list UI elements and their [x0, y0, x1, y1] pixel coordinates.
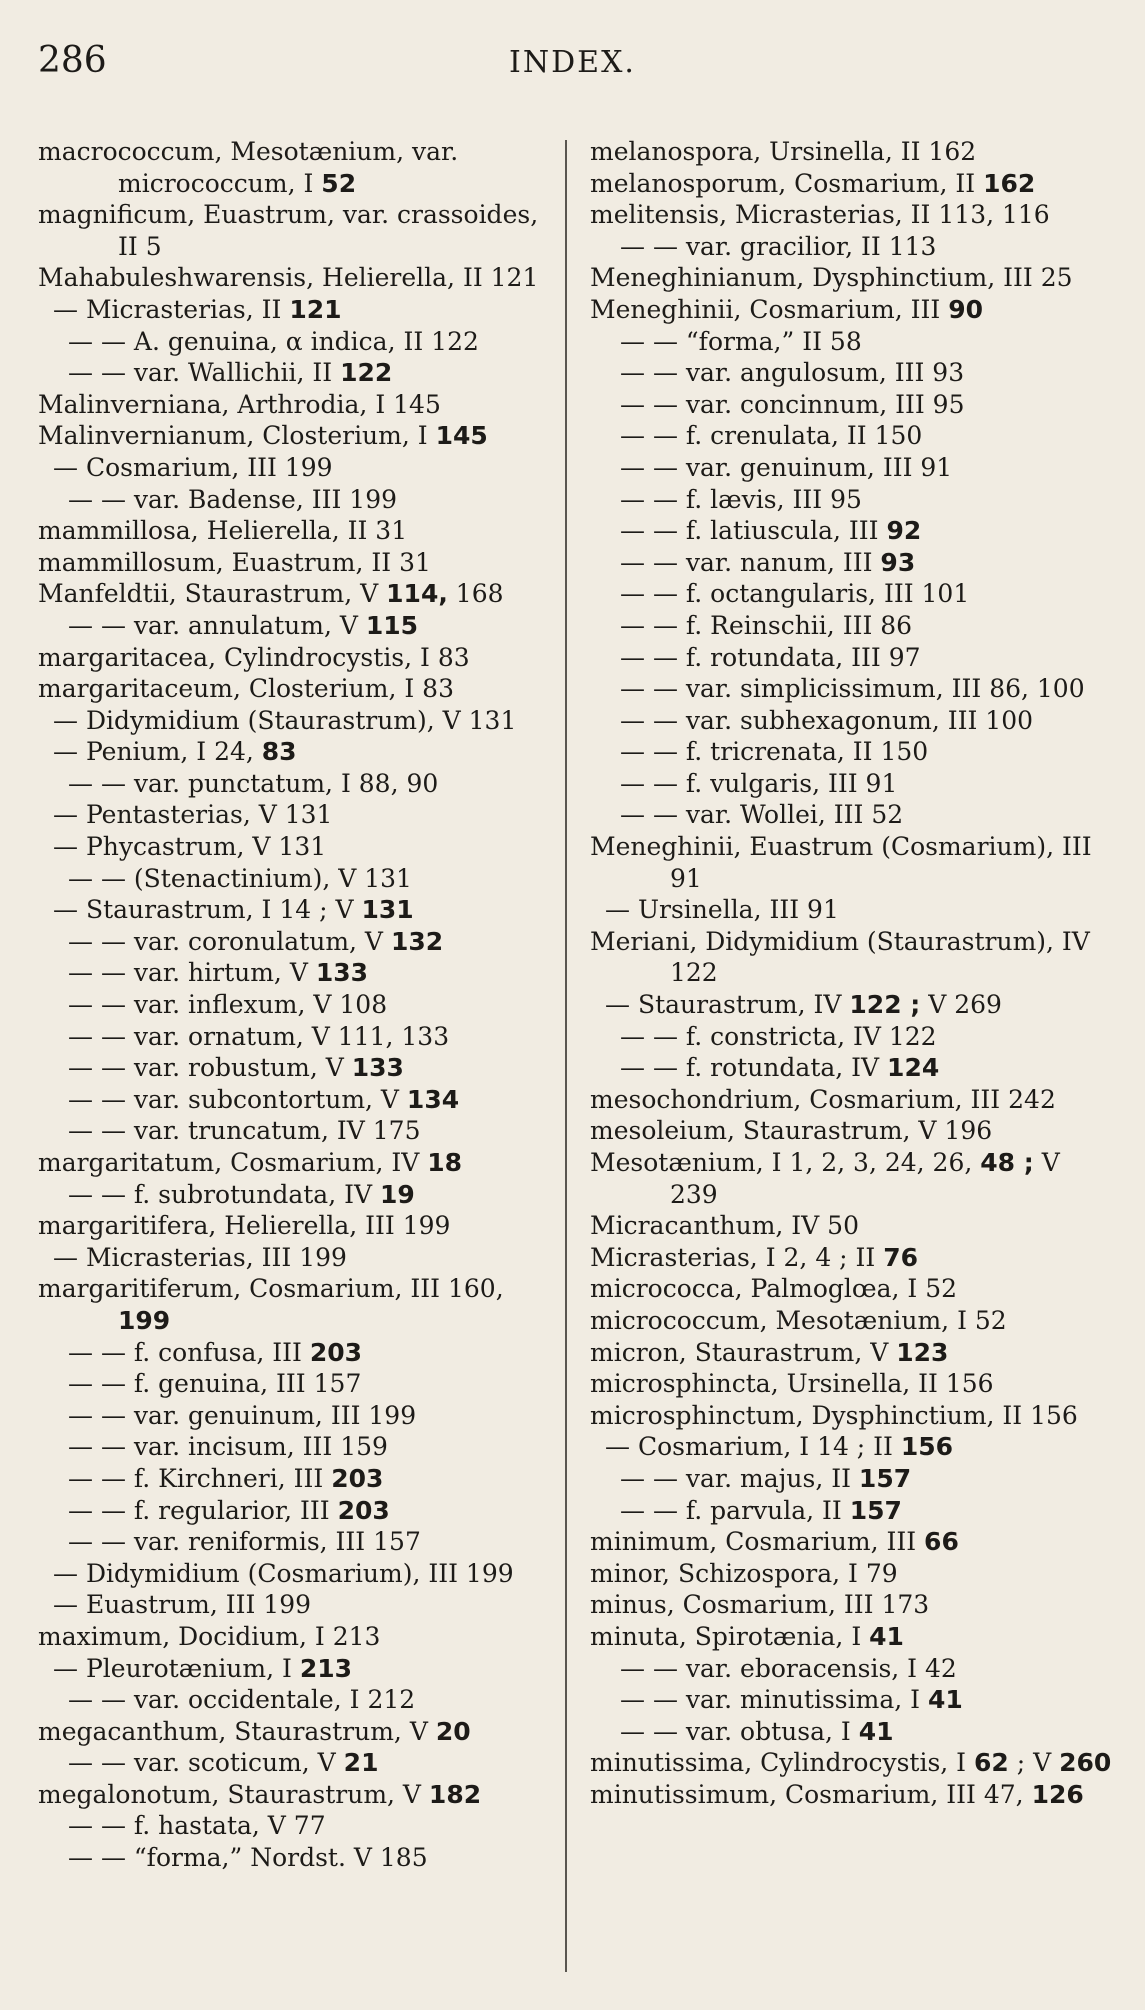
page-ref-bold: 157 [849, 1495, 902, 1525]
entry-text: microsphincta, Ursinella, II 156 [590, 1369, 994, 1399]
entry-text: minor, Schizospora, I 79 [590, 1558, 898, 1588]
index-entry [590, 1242, 1115, 1274]
page-ref-bold: 41 [858, 1716, 894, 1746]
entry-text: — — var. inflexum, V 108 [68, 990, 387, 1019]
index-entry [38, 894, 558, 926]
index-entry [38, 578, 558, 610]
page-ref-bold: 122 [340, 358, 393, 388]
page-ref-bold: 132 [390, 926, 444, 956]
index-entry [38, 1716, 558, 1748]
entry-text: — — var. coronulatum, V [68, 927, 391, 956]
index-entry [38, 1684, 558, 1716]
entry-text: — Didymidium (Cosmarium), III 199 [53, 1559, 514, 1588]
index-entry [590, 357, 1115, 389]
entry-text: mesochondrium, Cosmarium, III 242 [590, 1084, 1056, 1114]
entry-text: — — f. regularior, III [68, 1496, 338, 1525]
entry-text: — — var. scoticum, V [68, 1748, 344, 1777]
entry-text: micrococcum, Mesotænium, I 52 [590, 1305, 1007, 1335]
index-entry [590, 1021, 1115, 1053]
index-entry [38, 1147, 558, 1179]
entry-text: — Staurastrum, I 14 ; V [53, 895, 361, 924]
index-entry [590, 294, 1115, 326]
index-entry [590, 610, 1115, 642]
index-entry [38, 926, 558, 958]
entry-text: — — f. hastata, V 77 [68, 1811, 326, 1840]
entry-text: — — var. Badense, III 199 [68, 485, 397, 514]
index-entry [38, 1021, 558, 1053]
entry-text-after: V 239 [670, 1148, 1060, 1209]
index-entry [38, 1400, 558, 1432]
entry-text: — — f. octangularis, III 101 [620, 579, 969, 608]
entry-text: Meriani, Didymidium (Staurastrum), IV 122 [590, 926, 1090, 988]
entry-text: — Ursinella, III 91 [605, 895, 839, 924]
index-entry [590, 1115, 1115, 1147]
entry-text: Meneghinii, Cosmarium, III [590, 294, 949, 324]
entry-text: maximum, Docidium, I 213 [38, 1621, 381, 1651]
index-entry [590, 420, 1115, 452]
entry-text: — — f. constricta, IV 122 [620, 1022, 937, 1051]
index-entry [38, 199, 558, 262]
index-entry [590, 799, 1115, 831]
index-entry [38, 1589, 558, 1621]
index-entry [590, 1400, 1115, 1432]
entry-text: magnificum, Euastrum, var. crassoides, II 5 [38, 200, 539, 261]
entry-text: — — f. subrotundata, IV [68, 1180, 380, 1209]
entry-text: — Cosmarium, III 199 [53, 453, 333, 482]
entry-text: — — f. confusa, III [68, 1338, 310, 1367]
entry-text: — — var. genuinum, III 91 [620, 453, 952, 482]
index-entry [38, 1621, 558, 1653]
entry-text: — — var. truncatum, IV 175 [68, 1116, 420, 1145]
index-entry [590, 136, 1115, 168]
index-entry [38, 1242, 558, 1274]
entry-text: Micrasterias, I 2, 4 ; II [590, 1242, 884, 1272]
entry-text: — Pleurotænium, I [53, 1654, 300, 1683]
entry-text: megacanthum, Staurastrum, V [38, 1716, 436, 1746]
index-entry [590, 1589, 1115, 1621]
entry-text: — — var. punctatum, I 88, 90 [68, 769, 438, 798]
page-ref-bold: 156 [900, 1432, 954, 1462]
entry-text: — Penium, I 24, [53, 737, 262, 766]
index-entry [38, 831, 558, 863]
entry-text: — — f. latiuscula, III [620, 516, 887, 545]
entry-text: megalonotum, Staurastrum, V [38, 1779, 429, 1809]
index-entry [38, 294, 558, 326]
entry-text: — — var. genuinum, III 199 [68, 1401, 416, 1430]
entry-text: — — var. gracilior, II 113 [620, 232, 936, 261]
index-entry [590, 1305, 1115, 1337]
page-ref-bold: 123 [896, 1337, 949, 1367]
page-ref-bold: 134 [406, 1084, 460, 1114]
entry-text: — — var. majus, II [620, 1464, 859, 1493]
page-ref-bold: 203 [331, 1463, 384, 1493]
entry-text: micrococca, Palmoglœa, I 52 [590, 1274, 958, 1304]
page-ref-bold: 66 [924, 1527, 959, 1557]
entry-text: Malinvernianum, Closterium, I [38, 421, 436, 451]
entry-text: — — var. ornatum, V 111, 133 [68, 1022, 449, 1051]
entry-text: — Micrasterias, III 199 [53, 1243, 347, 1272]
index-entry [38, 736, 558, 768]
running-head: INDEX. [509, 45, 636, 80]
page-ref-bold: 62 [974, 1748, 1009, 1778]
entry-text: — — var. occidentale, I 212 [68, 1685, 415, 1714]
entry-text: — — f. Reinschii, III 86 [620, 611, 912, 640]
index-entry [590, 262, 1115, 294]
index-entry [38, 768, 558, 800]
entry-text: minutissimum, Cosmarium, III 47, [590, 1779, 1032, 1809]
index-entry [590, 642, 1115, 674]
page-ref-bold: 115 [365, 610, 419, 640]
page-ref-bold: 20 [435, 1716, 471, 1746]
index-entry [590, 326, 1115, 358]
entry-text: — — var. reniformis, III 157 [68, 1527, 421, 1556]
index-entry [590, 1337, 1115, 1369]
entry-text: mammillosum, Euastrum, II 31 [38, 547, 431, 577]
entry-text: — — (Stenactinium), V 131 [68, 864, 412, 893]
index-entry [38, 1495, 558, 1527]
entry-text: — — var. subhexagonum, III 100 [620, 706, 1033, 735]
index-entry [590, 705, 1115, 737]
page-ref-bold: 124 [887, 1053, 940, 1083]
index-entry [38, 1747, 558, 1779]
page-ref-bold: 76 [883, 1242, 919, 1272]
page-ref-bold: 203 [337, 1495, 390, 1525]
index-entry [590, 926, 1115, 989]
entry-text: — — A. genuina, α indica, II 122 [68, 327, 479, 356]
index-entry [590, 1621, 1115, 1653]
entry-text: margaritiferum, Cosmarium, III 160, [38, 1274, 504, 1304]
index-entry [38, 705, 558, 737]
entry-text: — — f. crenulata, II 150 [620, 421, 922, 450]
index-entry [38, 326, 558, 358]
entry-text: — Phycastrum, V 131 [53, 832, 326, 861]
index-entry [38, 389, 558, 421]
entry-text: — — var. eboracensis, I 42 [620, 1654, 957, 1683]
index-entry [38, 863, 558, 895]
index-entry [590, 1210, 1115, 1242]
index-entry [38, 1210, 558, 1242]
entry-text: melanosporum, Cosmarium, II [590, 168, 984, 198]
page-ref-bold: 131 [361, 895, 414, 925]
entry-text: minus, Cosmarium, III 173 [590, 1590, 930, 1620]
entry-text: — — var. concinnum, III 95 [620, 390, 964, 419]
page-ref-bold: 83 [261, 737, 297, 767]
index-entry [38, 1337, 558, 1369]
index-entry [590, 736, 1115, 768]
index-entry [590, 1084, 1115, 1116]
index-entry [38, 357, 558, 389]
entry-text: Manfeldtii, Staurastrum, V [38, 579, 387, 609]
index-entry [590, 1368, 1115, 1400]
page-ref-bold: 41 [869, 1621, 904, 1651]
page-ref-bold: 19 [379, 1179, 415, 1209]
entry-text: — — var. annulatum, V [68, 611, 366, 640]
index-entry [590, 199, 1115, 231]
entry-text: — — var. nanum, III [620, 548, 880, 577]
entry-text: microsphinctum, Dysphinctium, II 156 [590, 1400, 1078, 1430]
index-entry [590, 515, 1115, 547]
index-entry [590, 231, 1115, 263]
index-entry [590, 1273, 1115, 1305]
entry-text: — Didymidium (Staurastrum), V 131 [53, 706, 516, 735]
index-entry [38, 957, 558, 989]
column-rule [565, 140, 567, 1972]
index-column-left [38, 136, 558, 1874]
entry-text: — Micrasterias, II [53, 295, 289, 324]
entry-text: — — f. rotundata, IV [620, 1053, 887, 1082]
index-entry [590, 484, 1115, 516]
entry-text: Mahabuleshwarensis, Helierella, II 121 [38, 263, 539, 293]
entry-text: — — f. rotundata, III 97 [620, 643, 921, 672]
index-entry [38, 1526, 558, 1558]
index-entry [38, 420, 558, 452]
entry-text: — — var. hirtum, V [68, 958, 316, 987]
page-ref-bold: 157 [858, 1463, 912, 1493]
index-entry [38, 1653, 558, 1685]
page-ref-bold: 199 [118, 1305, 171, 1335]
index-entry [590, 1558, 1115, 1590]
index-entry [590, 168, 1115, 200]
index-entry [38, 1463, 558, 1495]
entry-text: margaritifera, Helierella, III 199 [38, 1211, 451, 1241]
page-ref-bold: 52 [321, 168, 357, 198]
entry-text: melanospora, Ursinella, II 162 [590, 137, 977, 166]
index-column-right [590, 136, 1115, 1810]
entry-text: — Staurastrum, IV [605, 990, 849, 1019]
page-ref-bold: 90 [948, 294, 984, 324]
entry-text: — — f. lævis, III 95 [620, 485, 862, 514]
page-ref-bold: 48 ; [980, 1148, 1034, 1177]
index-entry [590, 1052, 1115, 1084]
entry-text: mesoleium, Staurastrum, V 196 [590, 1116, 993, 1146]
entry-text: — — f. vulgaris, III 91 [620, 769, 897, 798]
index-entry [38, 1810, 558, 1842]
entry-text: mammillosa, Helierella, II 31 [38, 516, 408, 546]
index-entry [38, 673, 558, 705]
page-ref-bold: 162 [983, 168, 1036, 198]
index-entry [38, 1368, 558, 1400]
page-ref-bold: 92 [886, 516, 922, 546]
entry-text: Meneghinianum, Dysphinctium, III 25 [590, 263, 1073, 293]
index-entry [38, 1842, 558, 1874]
index-entry [38, 547, 558, 579]
entry-text: Meneghinii, Euastrum (Cosmarium), III 91 [590, 832, 1092, 893]
page-number: 286 [38, 40, 107, 81]
entry-text: — — var. subcontortum, V [68, 1085, 407, 1114]
index-entry [590, 1684, 1115, 1716]
page-ref-bold: 114, [386, 579, 448, 609]
index-entry [590, 768, 1115, 800]
page-ref-bold: 182 [428, 1779, 482, 1809]
page-ref-bold: 133 [351, 1053, 404, 1083]
page-ref-bold: 18 [427, 1148, 463, 1177]
entry-text: — — “forma,” II 58 [620, 327, 862, 356]
index-entry [590, 1495, 1115, 1527]
entry-text: — — var. minutissima, I [620, 1685, 928, 1714]
index-entry [590, 1716, 1115, 1748]
index-entry [590, 1147, 1115, 1210]
entry-text: — — var. obtusa, I [620, 1717, 859, 1746]
entry-text: — — var. robustum, V [68, 1053, 352, 1082]
entry-text: — — “forma,” Nordst. V 185 [68, 1843, 428, 1872]
index-entry [590, 547, 1115, 579]
entry-text-after: 168 [447, 579, 504, 609]
page-ref-bold: 260 [1059, 1748, 1112, 1778]
entry-text: melitensis, Micrasterias, II 113, 116 [590, 200, 1050, 230]
entry-text: — — f. parvula, II [620, 1496, 850, 1525]
entry-text: minimum, Cosmarium, III [590, 1527, 925, 1557]
index-entry [38, 515, 558, 547]
index-entry [38, 1273, 558, 1336]
page-ref-bold: 122 ; [849, 990, 921, 1020]
index-entry [38, 136, 558, 199]
index-entry [38, 1179, 558, 1211]
index-entry [38, 484, 558, 516]
index-entry [38, 1084, 558, 1116]
index-entry [590, 1526, 1115, 1558]
entry-text: — — var. incisum, III 159 [68, 1432, 388, 1461]
index-entry [590, 894, 1115, 926]
page-ref-bold: 21 [343, 1748, 379, 1778]
entry-text: Malinverniana, Arthrodia, I 145 [38, 389, 441, 419]
index-entry [590, 1779, 1115, 1811]
index-entry [590, 452, 1115, 484]
entry-text: — Cosmarium, I 14 ; II [605, 1432, 901, 1461]
index-entry [38, 610, 558, 642]
index-entry [590, 1747, 1115, 1779]
page-ref-bold: 213 [299, 1653, 353, 1683]
index-entry [38, 1558, 558, 1590]
entry-text: — — f. genuina, III 157 [68, 1369, 361, 1398]
entry-text: micron, Staurastrum, V [590, 1337, 897, 1367]
entry-text: — — var. simplicissimum, III 86, 100 [620, 674, 1085, 703]
index-entry [38, 1431, 558, 1463]
index-entry [590, 389, 1115, 421]
index-entry [38, 642, 558, 674]
entry-text: margaritacea, Cylindrocystis, I 83 [38, 642, 470, 672]
entry-text: margaritatum, Cosmarium, IV [38, 1148, 428, 1177]
index-entry [38, 799, 558, 831]
entry-text: — Pentasterias, V 131 [53, 800, 332, 829]
index-entry [38, 1115, 558, 1147]
entry-text: minuta, Spirotænia, I [590, 1621, 870, 1651]
entry-text: — Euastrum, III 199 [53, 1590, 311, 1619]
entry-text: Mesotænium, I 1, 2, 3, 24, 26, [590, 1148, 981, 1177]
entry-text: — — var. angulosum, III 93 [620, 358, 964, 387]
entry-text-after: V 269 [920, 990, 1002, 1020]
page-ref-bold: 121 [289, 294, 342, 324]
index-entry [590, 1653, 1115, 1685]
index-entry [590, 1463, 1115, 1495]
page-ref-bold: 203 [309, 1337, 363, 1367]
index-entry [38, 452, 558, 484]
index-entry [38, 1052, 558, 1084]
index-entry [590, 578, 1115, 610]
entry-text: — — f. Kirchneri, III [68, 1464, 331, 1493]
index-entry [38, 989, 558, 1021]
index-entry [590, 1431, 1115, 1463]
entry-text: — — var. Wallichii, II [68, 358, 340, 387]
page-ref-bold: 133 [315, 958, 369, 988]
entry-text-after: ; V [1008, 1748, 1060, 1778]
page-ref-bold: 145 [435, 421, 488, 451]
index-entry [590, 673, 1115, 705]
page-ref-bold: 93 [880, 547, 916, 577]
index-entry [38, 1779, 558, 1811]
index-entry [38, 262, 558, 294]
index-entry [590, 831, 1115, 894]
page-ref-bold: 41 [927, 1685, 963, 1715]
entry-text: Micracanthum, IV 50 [590, 1211, 859, 1241]
entry-text: margaritaceum, Closterium, I 83 [38, 674, 454, 704]
page-ref-bold: 126 [1031, 1779, 1084, 1809]
entry-text: macrococcum, Mesotænium, var. micrococcum, I [38, 137, 459, 198]
entry-text: — — f. tricrenata, II 150 [620, 737, 928, 766]
index-entry [590, 989, 1115, 1021]
entry-text: — — var. Wollei, III 52 [620, 800, 903, 829]
entry-text: minutissima, Cylindrocystis, I [590, 1748, 974, 1778]
